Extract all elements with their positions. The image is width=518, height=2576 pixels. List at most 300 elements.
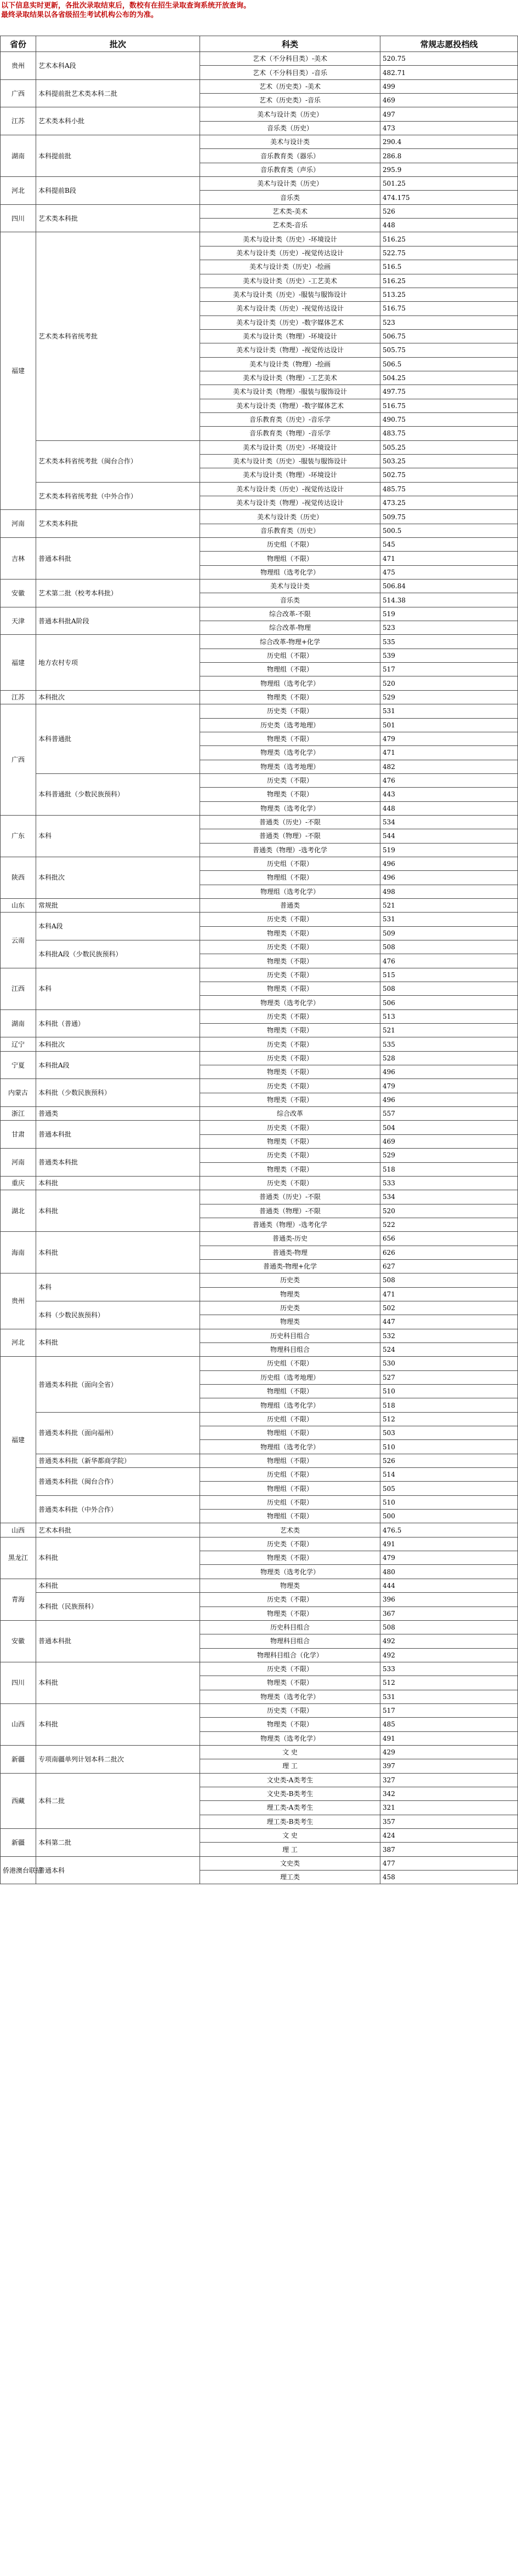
score-cell: 513.25 [380,288,518,301]
batch-cell: 本科二批 [36,1773,200,1828]
score-cell: 505.75 [380,343,518,357]
table-body [1,52,518,1884]
subject-cell: 美术与设计类 [200,580,380,593]
subject-cell: 物理组（不限） [200,552,380,565]
province-cell: 重庆 [1,1176,36,1190]
subject-cell: 美术与设计类（历史）-服装与服饰设计 [200,454,380,468]
score-cell: 479 [380,732,518,745]
table-row [1,1468,518,1482]
subject-cell: 文史类 [200,1856,380,1870]
table-row [1,773,518,787]
score-cell: 479 [380,1551,518,1565]
score-cell: 367 [380,1607,518,1620]
province-cell: 江苏 [1,690,36,704]
score-cell: 512 [380,1676,518,1690]
subject-cell: 美术与设计类（历史）-数字媒体艺术 [200,315,380,329]
subject-cell: 普通类（物理）-选考化学 [200,843,380,857]
score-cell: 496 [380,1093,518,1106]
score-cell: 485 [380,1718,518,1731]
batch-cell: 艺术类本科省统考批 [36,232,200,440]
province-cell: 河南 [1,510,36,538]
table-row [1,898,518,912]
province-cell: 江西 [1,968,36,1009]
score-cell: 496 [380,1065,518,1079]
province-cell: 陕西 [1,857,36,898]
subject-cell: 物理类（不限） [200,788,380,801]
score-cell: 626 [380,1246,518,1259]
province-cell: 河北 [1,1329,36,1357]
subject-cell: 历史组（不限） [200,538,380,552]
batch-cell: 本科批（少数民族预科） [36,1079,200,1107]
batch-cell: 普通本科批A阶段 [36,607,200,635]
batch-cell: 本科批 [36,1703,200,1745]
subject-cell: 历史类（选考地理） [200,718,380,732]
subject-cell: 历史类（不限） [200,1703,380,1717]
score-cell: 521 [380,1024,518,1037]
table-row [1,1454,518,1467]
score-cell: 508 [380,940,518,954]
subject-cell: 物理类（不限） [200,1676,380,1690]
score-cell: 508 [380,982,518,996]
score-cell: 656 [380,1232,518,1246]
table-row [1,204,518,218]
subject-cell: 音乐教育类（声乐） [200,163,380,176]
batch-cell: 本科第二批 [36,1829,200,1857]
subject-cell: 物理组（不限） [200,663,380,676]
province-cell: 西藏 [1,1773,36,1828]
score-cell: 532 [380,1329,518,1342]
province-cell: 广东 [1,815,36,857]
score-cell: 518 [380,1398,518,1412]
subject-cell: 美术与设计类（历史）-工艺美术 [200,274,380,288]
score-cell: 510 [380,1385,518,1398]
subject-cell: 历史类（不限） [200,1537,380,1551]
subject-cell: 综合改革 [200,1107,380,1121]
subject-cell: 理 工 [200,1759,380,1773]
table-row [1,1107,518,1121]
subject-cell: 美术与设计类（历史）-环境设计 [200,232,380,246]
score-cell: 497.75 [380,385,518,399]
score-cell: 557 [380,1107,518,1121]
subject-cell: 文 史 [200,1745,380,1759]
table-row [1,52,518,66]
score-cell: 476.5 [380,1523,518,1537]
province-cell: 湖北 [1,1190,36,1232]
score-cell: 506.5 [380,357,518,371]
subject-cell: 艺术（历史类）-音乐 [200,94,380,107]
score-cell: 519 [380,607,518,621]
subject-cell: 历史科目组合 [200,1620,380,1634]
admission-score-table [0,36,518,1884]
batch-cell: 本科批次 [36,690,200,704]
subject-cell: 美术与设计类（物理）-数字媒体艺术 [200,399,380,412]
subject-cell: 美术与设计类（物理）-环境设计 [200,468,380,482]
batch-cell: 本科批（普通） [36,1009,200,1037]
subject-cell: 历史组（不限） [200,1357,380,1370]
subject-cell: 普通类（物理）-不限 [200,829,380,843]
subject-cell: 音乐教育类（器乐） [200,149,380,163]
province-cell: 云南 [1,913,36,968]
score-cell: 492 [380,1634,518,1648]
score-cell: 492 [380,1648,518,1662]
batch-cell: 本科提前批 [36,135,200,177]
subject-cell: 物理组（选考化学） [200,676,380,690]
score-cell: 357 [380,1815,518,1828]
table-row [1,1051,518,1065]
subject-cell: 美术与设计类（历史） [200,107,380,121]
score-cell: 539 [380,649,518,662]
score-cell: 504.25 [380,371,518,385]
subject-cell: 物理类（选考化学） [200,1690,380,1703]
subject-cell: 美术与设计类（物理）-绘画 [200,357,380,371]
score-cell: 531 [380,1690,518,1703]
province-cell: 安徽 [1,580,36,607]
batch-cell: 普通类本科批 [36,1149,200,1177]
score-cell: 523 [380,315,518,329]
table-row [1,940,518,954]
score-cell: 520 [380,676,518,690]
score-cell: 508 [380,1620,518,1634]
subject-cell: 历史类 [200,1301,380,1315]
score-cell: 516.75 [380,302,518,315]
subject-cell: 物理类（选考化学） [200,996,380,1009]
score-cell: 510 [380,1440,518,1454]
subject-cell: 历史组（不限） [200,1495,380,1509]
table-row [1,1593,518,1607]
score-cell: 516.5 [380,260,518,274]
score-cell: 496 [380,871,518,885]
province-cell: 安徽 [1,1620,36,1662]
table-row [1,1232,518,1246]
subject-cell: 普通类-物理 [200,1246,380,1259]
table-row [1,1079,518,1093]
province-cell: 宁夏 [1,1051,36,1079]
subject-cell: 历史组（不限） [200,1468,380,1482]
subject-cell: 普通类（物理）-选考化学 [200,1218,380,1231]
subject-cell: 历史类（不限） [200,1662,380,1676]
subject-cell: 物理类（选考地理） [200,760,380,773]
table-row [1,1037,518,1051]
subject-cell: 理工类 [200,1871,380,1884]
table-row [1,1662,518,1676]
score-cell: 535 [380,635,518,649]
province-cell: 贵州 [1,1273,36,1329]
score-cell: 444 [380,1579,518,1592]
subject-cell: 美术与设计类（物理）-视觉传达设计 [200,496,380,510]
batch-cell: 专项南疆单列计划本科二批次 [36,1745,200,1773]
score-cell: 506.75 [380,329,518,343]
score-cell: 387 [380,1843,518,1856]
subject-cell: 美术与设计类（历史）-服装与服饰设计 [200,288,380,301]
score-cell: 501.25 [380,177,518,191]
batch-cell: 本科提前批艺术类本科二批 [36,79,200,107]
table-row [1,607,518,621]
table-row [1,1620,518,1634]
province-cell: 广西 [1,704,36,816]
table-row [1,1773,518,1787]
score-cell: 528 [380,1051,518,1065]
score-cell: 534 [380,1190,518,1204]
subject-cell: 物理类（选考化学） [200,801,380,815]
batch-cell: 普通本科 [36,1856,200,1884]
subject-cell: 物理组（不限） [200,1482,380,1495]
score-cell: 397 [380,1759,518,1773]
batch-cell: 本科批 [36,1232,200,1273]
subject-cell: 物理组（不限） [200,1426,380,1440]
score-cell: 458 [380,1871,518,1884]
subject-cell: 音乐类（历史） [200,121,380,135]
score-cell: 396 [380,1593,518,1607]
subject-cell: 理 工 [200,1843,380,1856]
score-cell: 502.75 [380,468,518,482]
score-cell: 321 [380,1801,518,1815]
table-row [1,440,518,454]
score-cell: 497 [380,107,518,121]
table-row [1,913,518,926]
subject-cell: 物理类 [200,1287,380,1301]
province-cell: 侨港澳台联招 [1,1856,36,1884]
table-row [1,1412,518,1426]
score-cell: 545 [380,538,518,552]
subject-cell: 美术与设计类（历史）-环境设计 [200,440,380,454]
subject-cell: 文史类-A类考生 [200,1773,380,1787]
batch-cell: 常规批 [36,898,200,912]
subject-cell: 美术与设计类（历史） [200,510,380,524]
score-cell: 521 [380,898,518,912]
score-cell: 523 [380,621,518,635]
score-cell: 514 [380,1468,518,1482]
province-cell: 山西 [1,1703,36,1745]
batch-cell: 本科批A段 [36,1051,200,1079]
province-cell: 福建 [1,232,36,510]
score-cell: 485.75 [380,482,518,496]
table-row [1,635,518,649]
score-cell: 476 [380,954,518,968]
notice-line-2: 最终录取结果以各省级招生考试机构公布的为准。 [1,11,158,19]
subject-cell: 音乐类 [200,593,380,607]
subject-cell: 美术与设计类 [200,135,380,149]
score-cell: 471 [380,746,518,760]
score-cell: 526 [380,204,518,218]
score-cell: 503 [380,1426,518,1440]
score-cell: 505 [380,1482,518,1495]
province-cell: 湖南 [1,135,36,177]
subject-cell: 物理类（不限） [200,1607,380,1620]
score-cell: 522 [380,1218,518,1231]
score-cell: 515 [380,968,518,982]
score-cell: 517 [380,663,518,676]
subject-cell: 物理组（选考化学） [200,885,380,898]
table-row [1,232,518,246]
subject-cell: 艺术（不分科目类）-音乐 [200,66,380,79]
batch-cell: 普通本科批 [36,1620,200,1662]
table-row [1,1009,518,1023]
score-cell: 504 [380,1121,518,1134]
score-cell: 429 [380,1745,518,1759]
table-row [1,1523,518,1537]
subject-cell: 艺术类-音乐 [200,219,380,232]
score-cell: 506.84 [380,580,518,593]
score-cell: 514.38 [380,593,518,607]
province-cell: 福建 [1,635,36,690]
score-cell: 509.75 [380,510,518,524]
score-cell: 534 [380,815,518,829]
batch-cell: 本科普通批 [36,704,200,774]
batch-cell: 本科提前B段 [36,177,200,205]
table-row [1,79,518,93]
table-row [1,1537,518,1551]
subject-cell: 美术与设计类（物理）-视觉传达设计 [200,343,380,357]
score-cell: 517 [380,1703,518,1717]
table-row [1,690,518,704]
table-row [1,815,518,829]
batch-cell: 本科普通批（少数民族预科） [36,773,200,815]
subject-cell: 文史类-B类考生 [200,1787,380,1800]
subject-cell: 美术与设计类（历史）-绘画 [200,260,380,274]
subject-cell: 物理类（不限） [200,1065,380,1079]
score-cell: 473 [380,121,518,135]
batch-cell: 普通类本科批（中外合作） [36,1495,200,1523]
table-row [1,1149,518,1162]
score-cell: 469 [380,94,518,107]
score-cell: 499 [380,79,518,93]
subject-cell: 物理类（不限） [200,1093,380,1106]
score-cell: 327 [380,1773,518,1787]
batch-cell: 艺术类本科省统考批（闽台合作） [36,440,200,482]
score-cell: 509 [380,926,518,940]
subject-cell: 音乐教育类（历史）-音乐学 [200,412,380,426]
batch-cell: 艺术本科A段 [36,52,200,80]
batch-cell: 本科 [36,815,200,857]
subject-cell: 历史类（不限） [200,1079,380,1093]
table-row [1,857,518,870]
score-cell: 518 [380,1162,518,1176]
subject-cell: 历史类（不限） [200,968,380,982]
table-row [1,1357,518,1370]
table-row [1,1273,518,1287]
score-cell: 471 [380,1287,518,1301]
batch-cell: 本科（少数民族预科） [36,1301,200,1329]
province-cell: 山西 [1,1523,36,1537]
notice-line-1: 以下信息实时更新，各批次录取结束后，数校有在招生录取查询系统开放查询。 [1,2,251,10]
subject-cell: 历史类（不限） [200,1176,380,1190]
header-subject: 科类 [200,36,380,52]
subject-cell: 物理科目组合（化学） [200,1648,380,1662]
province-cell: 海南 [1,1232,36,1273]
subject-cell: 物理类（不限） [200,1551,380,1565]
score-cell: 469 [380,1134,518,1148]
score-cell: 516.75 [380,399,518,412]
subject-cell: 物理组（不限） [200,1510,380,1523]
subject-cell: 物理类（选考化学） [200,746,380,760]
batch-cell: 艺术第二批（校考本科批） [36,580,200,607]
subject-cell: 美术与设计类（历史）-视觉传达设计 [200,302,380,315]
subject-cell: 历史类 [200,1273,380,1287]
table-row [1,1301,518,1315]
subject-cell: 音乐教育类（物理）-音乐学 [200,427,380,440]
score-cell: 530 [380,1357,518,1370]
batch-cell: 艺术类本科省统考批（中外合作） [36,482,200,510]
batch-cell: 艺术类本科批 [36,204,200,232]
score-cell: 501 [380,718,518,732]
table-row [1,1745,518,1759]
score-cell: 535 [380,1037,518,1051]
table-row [1,1703,518,1717]
batch-cell: 本科批 [36,1329,200,1357]
batch-cell: 地方农村专项 [36,635,200,690]
batch-cell: 本科 [36,1273,200,1301]
province-cell: 江苏 [1,107,36,135]
score-cell: 524 [380,1342,518,1356]
province-cell: 山东 [1,898,36,912]
score-cell: 473.25 [380,496,518,510]
score-cell: 522.75 [380,246,518,260]
subject-cell: 普通类 [200,898,380,912]
subject-cell: 物理组（选考化学） [200,1440,380,1454]
score-cell: 627 [380,1259,518,1273]
subject-cell: 物理类（选考化学） [200,1565,380,1579]
subject-cell: 艺术（不分科目类）-美术 [200,52,380,66]
score-cell: 476 [380,773,518,787]
subject-cell: 美术与设计类（物理）-环境设计 [200,329,380,343]
score-cell: 342 [380,1787,518,1800]
province-cell: 四川 [1,204,36,232]
subject-cell: 物理组（不限） [200,871,380,885]
score-cell: 479 [380,1079,518,1093]
score-cell: 482.71 [380,66,518,79]
score-cell: 448 [380,801,518,815]
score-cell: 529 [380,1149,518,1162]
score-cell: 496 [380,857,518,870]
score-cell: 516.25 [380,232,518,246]
table-row [1,510,518,524]
score-cell: 531 [380,704,518,718]
subject-cell: 美术与设计类（历史） [200,177,380,191]
province-cell: 河北 [1,177,36,205]
score-cell: 477 [380,1856,518,1870]
province-cell: 天津 [1,607,36,635]
score-cell: 424 [380,1829,518,1843]
province-cell: 福建 [1,1357,36,1523]
batch-cell: 本科批 [36,1537,200,1579]
province-cell: 浙江 [1,1107,36,1121]
subject-cell: 普通类（物理）-不限 [200,1204,380,1218]
subject-cell: 物理组（选考化学） [200,1398,380,1412]
table-row [1,1495,518,1509]
header-province: 省份 [1,36,36,52]
province-cell: 内蒙古 [1,1079,36,1107]
subject-cell: 历史组（不限） [200,1412,380,1426]
subject-cell: 物理组（选考化学） [200,565,380,579]
subject-cell: 艺术类-美术 [200,204,380,218]
score-cell: 516.25 [380,274,518,288]
score-cell: 506 [380,996,518,1009]
subject-cell: 历史组（不限） [200,857,380,870]
score-cell: 491 [380,1731,518,1745]
subject-cell: 物理类 [200,1315,380,1329]
subject-cell: 普通类（历史）-不限 [200,1190,380,1204]
score-cell: 480 [380,1565,518,1579]
table-row [1,968,518,982]
score-cell: 510 [380,1495,518,1509]
subject-cell: 物理组（不限） [200,1454,380,1467]
subject-cell: 历史类（不限） [200,913,380,926]
subject-cell: 历史类（不限） [200,1121,380,1134]
batch-cell: 普通本科批 [36,1121,200,1149]
score-cell: 471 [380,552,518,565]
table-row [1,1829,518,1843]
batch-cell: 普通类本科批（闽台合作） [36,1468,200,1496]
